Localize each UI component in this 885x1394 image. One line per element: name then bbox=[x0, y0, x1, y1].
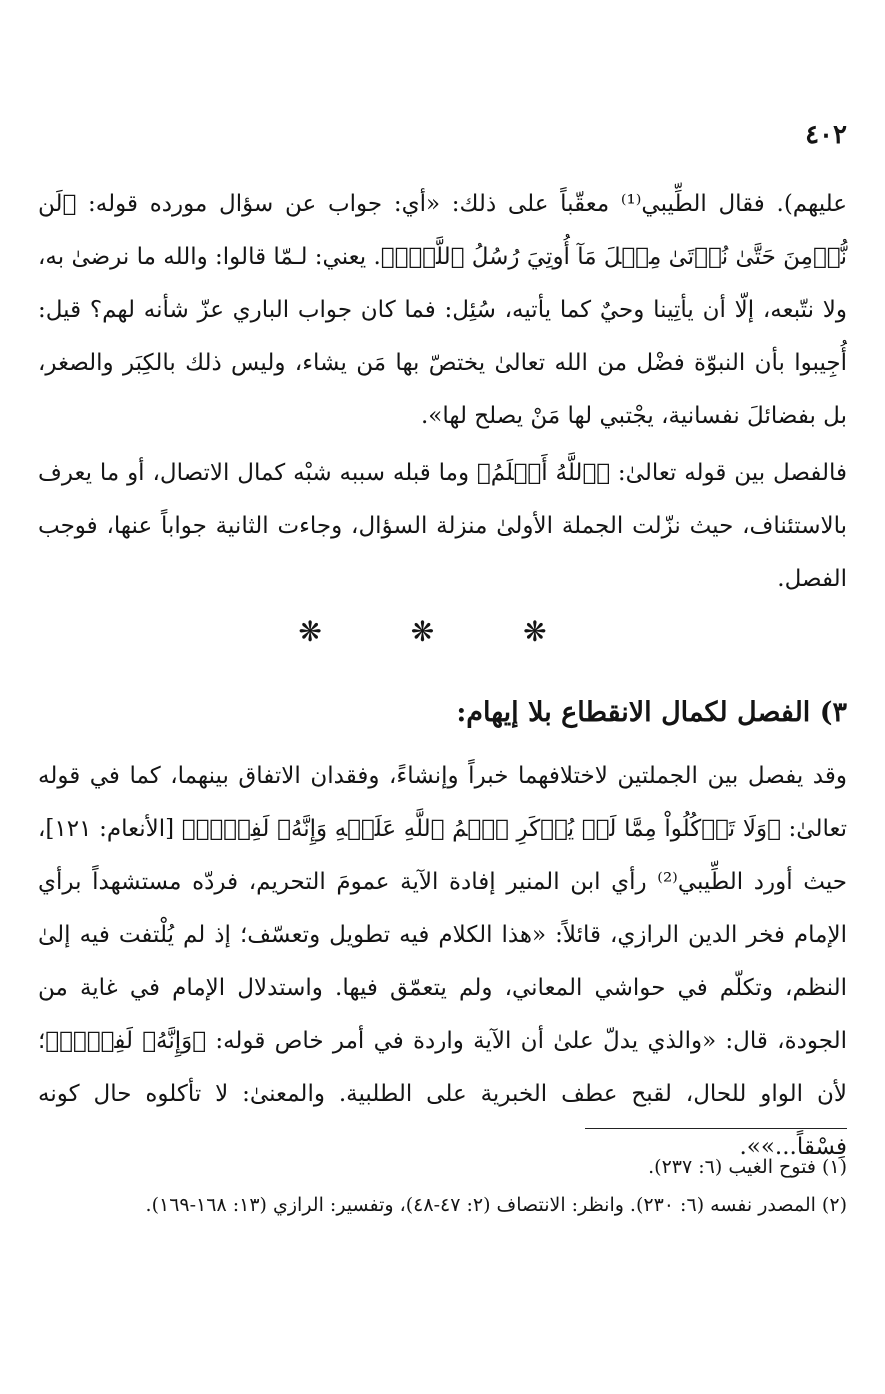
paragraph-inqita: وقد يفصل بين الجملتين لاختلافهما خبراً وإنشاءً، وفقدان الاتفاق بينهما، كما في قوله تعالىٰ: ﴿وَلَا تَأۡكُلُواْ مِمَّا لَمۡ يُذۡكَرِ ٱسۡمُ ٱللَّهِ عَلَيۡهِ وَإِنَّهُۥ لَفِسۡقٞ﴾ [الأنعام: ١٢١]، حيث أورد الطِّيبي⁽²⁾ رأي ابن المنير إفادة الآية عمومَ التحريم، فردّه مستشهداً برأي الإمام فخر الدين الرازي، قائلاً: «هذا الكلام فيه تطويل وتعسّف؛ إذ لم يُلْتفت فيه إلىٰ النظم، وتكلّم في حواشي المعاني، ولم يتعمّق فيها. واستدلال الإمام في غاية من الجودة، قال: «والذي يدلّ علىٰ أن الآية واردة في أمر خاص قوله: ﴿وَإِنَّهُۥ لَفِسۡقٞ﴾؛ لأن الواو للحال، لقبح عطف الخبرية على الطلبية. والمعنىٰ: لا تأكلوه حال كونه فِسْقاً...»». bbox=[38, 763, 847, 1160]
footnotes bbox=[38, 1148, 847, 1224]
section-separator-stars: ❋ ❋ ❋ bbox=[298, 615, 587, 648]
book-page bbox=[38, 0, 847, 1394]
footnote-1: (١) فتوح الغيب (٦: ٢٣٧). bbox=[648, 1156, 847, 1178]
footnote-divider bbox=[585, 1128, 847, 1129]
footnote-2: (٢) المصدر نفسه (٦: ٢٣٠). وانظر: الانتصاف (٢: ٤٧-٤٨)، وتفسير: الرازي (١٣: ١٦٨-١٦٩). bbox=[145, 1194, 847, 1216]
section-heading: ٣) الفصل لكمال الانقطاع بلا إيهام: bbox=[456, 697, 847, 728]
paragraph-tibi-commentary: عليهم). فقال الطِّيبي⁽¹⁾ معقّباً على ذلك: «أي: جواب عن سؤال مورده قوله: ﴿لَن نُّؤۡمِنَ حَتَّىٰ نُؤۡتَىٰ مِثۡلَ مَآ أُوتِيَ رُسُلُ ٱللَّهِۘ﴾. يعني: لـمّا قالوا: والله ما نرضىٰ به، ولا نتّبعه، إلّا أن يأتِينا وحيٌ كما يأتيه، سُئِل: فما كان جواب الباري عزّ شأنه لهم؟ قيل: أُجِيبوا بأن النبوّة فضْل من الله تعالىٰ يختصّ بها مَن يشاء، وليس ذلك بالكِبَر والصغر، بل بفضائلَ نفسانية، يجْتبي لها مَنْ يصلح لها». bbox=[38, 191, 847, 429]
page-number: ٤٠٢ bbox=[805, 120, 847, 150]
paragraph-fasl-explanation: فالفصل بين قوله تعالىٰ: ﴿ٱللَّهُ أَعۡلَمُ﴾ وما قبله سببه شبْه كمال الاتصال، أو ما يعرف بالاستئناف، حيث نزّلت الجملة الأولىٰ منزلة السؤال، وجاءت الثانية جواباً عنها، فوجب الفصل. bbox=[38, 460, 847, 592]
